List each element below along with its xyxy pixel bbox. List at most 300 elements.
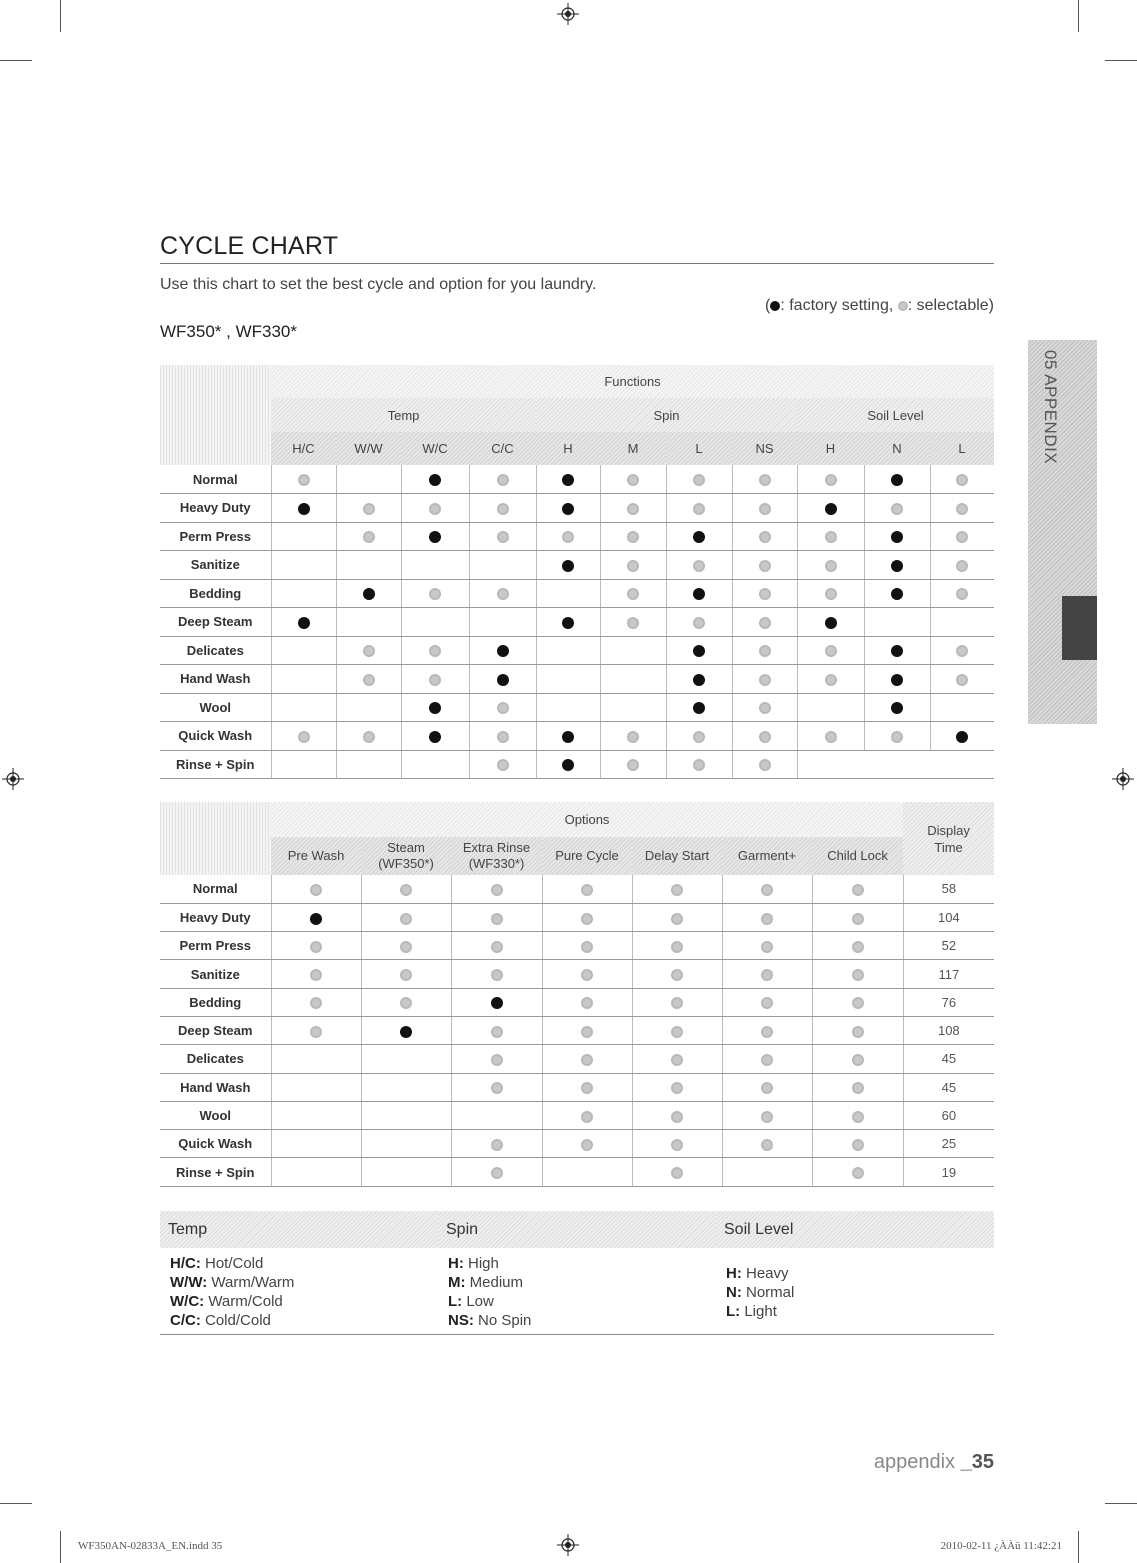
selectable-dot-icon [491, 1054, 503, 1066]
glossary-value: Light [744, 1303, 777, 1320]
option-cell [812, 1073, 903, 1101]
setting-cell [600, 551, 666, 580]
option-cell [812, 1130, 903, 1158]
selectable-dot-icon [852, 941, 864, 953]
setting-cell [732, 522, 797, 551]
option-cell [361, 988, 451, 1016]
setting-cell [336, 665, 401, 694]
setting-cell [600, 494, 666, 523]
selectable-dot-icon [581, 1026, 593, 1038]
option-cell [632, 1016, 722, 1044]
factory-setting-dot-icon [400, 1026, 412, 1038]
setting-cell [666, 693, 732, 722]
selectable-dot-icon [497, 731, 509, 743]
registration-mark-icon [1112, 768, 1134, 790]
selectable-dot-icon [825, 588, 837, 600]
glossary-key: H: [448, 1255, 464, 1272]
option-cell [271, 875, 361, 903]
setting-cell [271, 608, 336, 637]
setting-cell [536, 608, 600, 637]
setting-cell [930, 636, 994, 665]
cycle-name: Bedding [160, 988, 271, 1016]
setting-cell [401, 551, 469, 580]
selectable-dot-icon [671, 969, 683, 981]
option-cell [271, 1101, 361, 1129]
selectable-dot-icon [759, 645, 771, 657]
option-cell [542, 960, 632, 988]
setting-cell [336, 579, 401, 608]
display-time-value: 117 [903, 960, 994, 988]
display-time-value: 58 [903, 875, 994, 903]
temp-header: Temp [271, 398, 536, 432]
cycle-row [160, 1130, 994, 1158]
setting-cell [732, 579, 797, 608]
selectable-dot-icon [825, 474, 837, 486]
selectable-dot-icon [363, 674, 375, 686]
setting-cell [666, 465, 732, 494]
column-header: H/C [271, 432, 336, 465]
selectable-dot-icon [693, 503, 705, 515]
setting-cell [536, 750, 600, 779]
selectable-dot-icon [759, 759, 771, 771]
selectable-dot-icon [491, 884, 503, 896]
selectable-dot-icon [693, 474, 705, 486]
setting-cell [732, 465, 797, 494]
cycle-row [160, 932, 994, 960]
setting-cell [600, 693, 666, 722]
option-cell [271, 1130, 361, 1158]
factory-setting-dot-icon [298, 503, 310, 515]
setting-cell [797, 693, 864, 722]
glossary-item [726, 1283, 984, 1302]
selectable-dot-icon [761, 1054, 773, 1066]
factory-setting-dot-icon [562, 759, 574, 771]
selectable-dot-icon [310, 997, 322, 1009]
cycle-name: Heavy Duty [160, 494, 271, 523]
option-cell [632, 1073, 722, 1101]
option-cell [812, 1045, 903, 1073]
setting-cell [600, 636, 666, 665]
setting-cell [469, 693, 536, 722]
setting-cell [732, 636, 797, 665]
setting-cell [797, 494, 864, 523]
setting-cell [666, 608, 732, 637]
factory-setting-dot-icon [562, 503, 574, 515]
factory-setting-dot-icon [891, 474, 903, 486]
option-cell [632, 1158, 722, 1186]
setting-cell [930, 665, 994, 694]
option-cell [632, 875, 722, 903]
option-cell [632, 1101, 722, 1129]
setting-cell [401, 522, 469, 551]
option-cell [451, 988, 542, 1016]
cycle-name: Delicates [160, 1045, 271, 1073]
selectable-dot-icon [627, 531, 639, 543]
glossary-key: L: [448, 1293, 463, 1310]
selectable-dot-icon [671, 1026, 683, 1038]
option-cell [722, 875, 812, 903]
setting-cell [797, 551, 864, 580]
cycle-name: Sanitize [160, 551, 271, 580]
selectable-dot-icon [852, 884, 864, 896]
cycle-row [160, 608, 994, 637]
glossary-item [448, 1254, 706, 1273]
glossary-key: W/W: [170, 1274, 208, 1291]
setting-cell [930, 494, 994, 523]
cycle-name: Heavy Duty [160, 903, 271, 931]
column-header: L [930, 432, 994, 465]
options-header: Options [271, 802, 903, 837]
setting-cell [336, 551, 401, 580]
selectable-dot-icon [852, 1111, 864, 1123]
setting-cell [732, 722, 797, 751]
selectable-dot-icon [956, 474, 968, 486]
glossary-item [726, 1264, 984, 1283]
setting-cell [666, 722, 732, 751]
option-cell [812, 1158, 903, 1186]
cycle-name: Deep Steam [160, 1016, 271, 1044]
setting-cell [797, 579, 864, 608]
selectable-dot-icon [429, 588, 441, 600]
setting-cell [666, 636, 732, 665]
glossary-value: Warm/Warm [211, 1274, 295, 1291]
option-cell [542, 1130, 632, 1158]
setting-cell [666, 551, 732, 580]
setting-cell [469, 465, 536, 494]
cycle-row [160, 903, 994, 931]
setting-cell [536, 665, 600, 694]
option-cell [632, 1130, 722, 1158]
setting-cell [336, 522, 401, 551]
selectable-dot-icon [429, 503, 441, 515]
selectable-dot-icon [852, 1054, 864, 1066]
option-cell [722, 1016, 812, 1044]
display-time-value: 52 [903, 932, 994, 960]
setting-cell [600, 722, 666, 751]
glossary-value: Low [466, 1293, 494, 1310]
factory-setting-dot-icon [825, 503, 837, 515]
selectable-dot-icon [400, 969, 412, 981]
glossary-value: Normal [746, 1284, 795, 1301]
selectable-dot-icon [671, 1139, 683, 1151]
factory-setting-dot-icon [891, 702, 903, 714]
option-cell [812, 988, 903, 1016]
selectable-dot-icon [310, 1026, 322, 1038]
option-cell [542, 932, 632, 960]
selectable-dot-icon [400, 884, 412, 896]
setting-cell [469, 636, 536, 665]
option-cell [542, 1158, 632, 1186]
setting-cell [336, 750, 401, 779]
cycle-name: Bedding [160, 579, 271, 608]
factory-setting-dot-icon [693, 588, 705, 600]
factory-setting-dot-icon [429, 531, 441, 543]
selectable-dot-icon [581, 1054, 593, 1066]
setting-cell [797, 522, 864, 551]
factory-setting-dot-icon [693, 531, 705, 543]
corner-cell [160, 802, 271, 875]
setting-cell [864, 494, 930, 523]
option-cell [451, 1073, 542, 1101]
option-cell [361, 1073, 451, 1101]
selectable-dot-icon [562, 531, 574, 543]
option-cell [812, 960, 903, 988]
setting-cell [930, 693, 994, 722]
selectable-dot-icon [671, 913, 683, 925]
setting-cell [469, 608, 536, 637]
selectable-dot-icon [759, 702, 771, 714]
setting-cell [271, 722, 336, 751]
option-cell [812, 903, 903, 931]
selectable-dot-icon [956, 588, 968, 600]
setting-cell [930, 608, 994, 637]
setting-cell [864, 465, 930, 494]
selectable-dot-icon [852, 1167, 864, 1179]
selectable-dot-icon [761, 913, 773, 925]
glossary-key: L: [726, 1303, 741, 1320]
option-cell [632, 960, 722, 988]
display-time-value: 25 [903, 1130, 994, 1158]
factory-setting-dot-icon [693, 702, 705, 714]
column-header: L [666, 432, 732, 465]
column-header: Steam (WF350*) [361, 837, 451, 875]
selectable-dot-icon [497, 531, 509, 543]
selectable-dot-icon [581, 941, 593, 953]
selectable-dot-icon [298, 731, 310, 743]
selectable-dot-icon [956, 531, 968, 543]
option-cell [271, 1045, 361, 1073]
trim-mark [60, 1531, 61, 1563]
setting-cell [271, 522, 336, 551]
setting-cell [271, 579, 336, 608]
option-cell [451, 960, 542, 988]
selectable-dot-icon [581, 1082, 593, 1094]
selectable-dot-icon [310, 884, 322, 896]
factory-setting-dot-icon [562, 731, 574, 743]
selectable-dot-icon [363, 645, 375, 657]
column-header: NS [732, 432, 797, 465]
setting-cell [536, 465, 600, 494]
soil-level-header: Soil Level [797, 398, 994, 432]
setting-cell [732, 665, 797, 694]
option-cell [361, 1016, 451, 1044]
selectable-dot-icon [497, 503, 509, 515]
page-number [874, 1451, 994, 1474]
setting-cell [536, 551, 600, 580]
selectable-dot-icon [759, 474, 771, 486]
option-cell [722, 1101, 812, 1129]
setting-cell [666, 665, 732, 694]
cycle-row [160, 665, 994, 694]
setting-cell [930, 465, 994, 494]
trim-mark [1078, 0, 1079, 32]
selectable-dot-icon [761, 941, 773, 953]
option-cell [542, 1073, 632, 1101]
setting-cell [469, 551, 536, 580]
factory-setting-dot-icon [497, 645, 509, 657]
glossary-value: Heavy [746, 1265, 789, 1282]
selectable-dot-icon [627, 588, 639, 600]
selectable-dot-icon [581, 913, 593, 925]
cycle-name: Wool [160, 1101, 271, 1129]
factory-setting-dot-icon [891, 560, 903, 572]
selectable-dot-icon [491, 1082, 503, 1094]
option-cell [451, 875, 542, 903]
display-time-value: 60 [903, 1101, 994, 1129]
display-time-value: 108 [903, 1016, 994, 1044]
cycle-row [160, 579, 994, 608]
setting-cell [271, 750, 336, 779]
option-cell [632, 988, 722, 1016]
glossary-item [448, 1311, 706, 1330]
column-header: Extra Rinse (WF330*) [451, 837, 542, 875]
cycle-name: Hand Wash [160, 1073, 271, 1101]
setting-cell [732, 750, 797, 779]
factory-setting-dot-icon [956, 731, 968, 743]
setting-cell [666, 750, 732, 779]
selectable-dot-icon [491, 913, 503, 925]
setting-cell [401, 494, 469, 523]
section-side-tab-marker [1062, 596, 1097, 660]
factory-setting-dot-icon [363, 588, 375, 600]
option-cell [271, 1158, 361, 1186]
glossary-key: H/C: [170, 1255, 201, 1272]
glossary-value: High [468, 1255, 499, 1272]
selectable-dot-icon [581, 997, 593, 1009]
selectable-dot-icon [761, 969, 773, 981]
cycle-name: Sanitize [160, 960, 271, 988]
column-header: W/W [336, 432, 401, 465]
setting-cell [401, 665, 469, 694]
glossary-soil-list [716, 1248, 994, 1335]
selectable-dot-icon [759, 503, 771, 515]
glossary-key: N: [726, 1284, 742, 1301]
selectable-dot-icon [627, 617, 639, 629]
glossary-item [170, 1273, 428, 1292]
selectable-dot-icon [956, 674, 968, 686]
display-time-value: 104 [903, 903, 994, 931]
abbreviation-glossary [160, 1211, 994, 1335]
selectable-dot-icon [400, 941, 412, 953]
print-slug-right: 2010-02-11 ¿ÀÀü 11:42:21 [940, 1540, 1062, 1552]
selectable-dot-icon [429, 674, 441, 686]
model-heading: WF350* , WF330* [160, 322, 297, 341]
glossary-item [726, 1302, 984, 1321]
cycle-row [160, 960, 994, 988]
setting-cell [536, 494, 600, 523]
setting-cell [271, 494, 336, 523]
selectable-dot-icon [627, 474, 639, 486]
selectable-dot-icon [852, 997, 864, 1009]
option-cell [451, 1016, 542, 1044]
setting-cell [732, 494, 797, 523]
option-cell [812, 1016, 903, 1044]
setting-cell [401, 750, 469, 779]
setting-cell [930, 722, 994, 751]
setting-cell [336, 636, 401, 665]
setting-cell [600, 608, 666, 637]
setting-cell [469, 665, 536, 694]
glossary-spin-list [438, 1248, 716, 1335]
display-time-value: 45 [903, 1073, 994, 1101]
factory-setting-dot-icon [298, 617, 310, 629]
selectable-dot-icon [956, 503, 968, 515]
option-cell [812, 875, 903, 903]
setting-cell [271, 551, 336, 580]
option-cell [722, 988, 812, 1016]
option-cell [542, 1016, 632, 1044]
setting-cell [336, 693, 401, 722]
setting-cell [536, 693, 600, 722]
option-cell [451, 1101, 542, 1129]
glossary-key: NS: [448, 1312, 474, 1329]
setting-cell [666, 494, 732, 523]
display-time-value: 45 [903, 1045, 994, 1073]
selectable-dot-icon [627, 503, 639, 515]
cycle-row [160, 750, 994, 779]
setting-cell [930, 579, 994, 608]
setting-cell [797, 465, 864, 494]
cycle-row [160, 465, 994, 494]
cycle-name: Normal [160, 875, 271, 903]
option-cell [542, 1101, 632, 1129]
trim-mark [1105, 1503, 1137, 1504]
setting-cell [600, 750, 666, 779]
option-cell [451, 1158, 542, 1186]
setting-cell [536, 722, 600, 751]
glossary-value: Cold/Cold [205, 1312, 271, 1329]
factory-setting-dot-icon [891, 674, 903, 686]
section-side-tab-label: 05 APPENDIX [1041, 350, 1060, 465]
selectable-dot-icon [363, 531, 375, 543]
option-cell [271, 988, 361, 1016]
glossary-item [448, 1273, 706, 1292]
selectable-dot-icon [852, 1082, 864, 1094]
selectable-dot-icon [956, 645, 968, 657]
selectable-dot-icon [693, 617, 705, 629]
option-cell [361, 875, 451, 903]
selectable-dot-icon [671, 884, 683, 896]
cycle-row [160, 522, 994, 551]
options-table [160, 802, 994, 1187]
cycle-name: Quick Wash [160, 1130, 271, 1158]
setting-cell [732, 608, 797, 637]
setting-cell [930, 522, 994, 551]
option-cell [451, 903, 542, 931]
selectable-dot-icon [310, 969, 322, 981]
setting-cell [271, 465, 336, 494]
selectable-dot-icon [627, 560, 639, 572]
cycle-row [160, 722, 994, 751]
selectable-dot-icon [891, 503, 903, 515]
factory-setting-dot-icon [891, 531, 903, 543]
selectable-dot-icon [491, 1139, 503, 1151]
glossary-key: H: [726, 1265, 742, 1282]
cycle-row [160, 1016, 994, 1044]
setting-cell [600, 665, 666, 694]
glossary-value: No Spin [478, 1312, 532, 1329]
option-cell [451, 1045, 542, 1073]
cycle-name: Normal [160, 465, 271, 494]
option-cell [542, 875, 632, 903]
option-cell [722, 1130, 812, 1158]
selectable-dot-icon [825, 674, 837, 686]
selectable-dot-icon [491, 1026, 503, 1038]
selectable-dot-icon [497, 474, 509, 486]
selectable-dot-icon [759, 731, 771, 743]
glossary-key: M: [448, 1274, 466, 1291]
glossary-key: C/C: [170, 1312, 201, 1329]
